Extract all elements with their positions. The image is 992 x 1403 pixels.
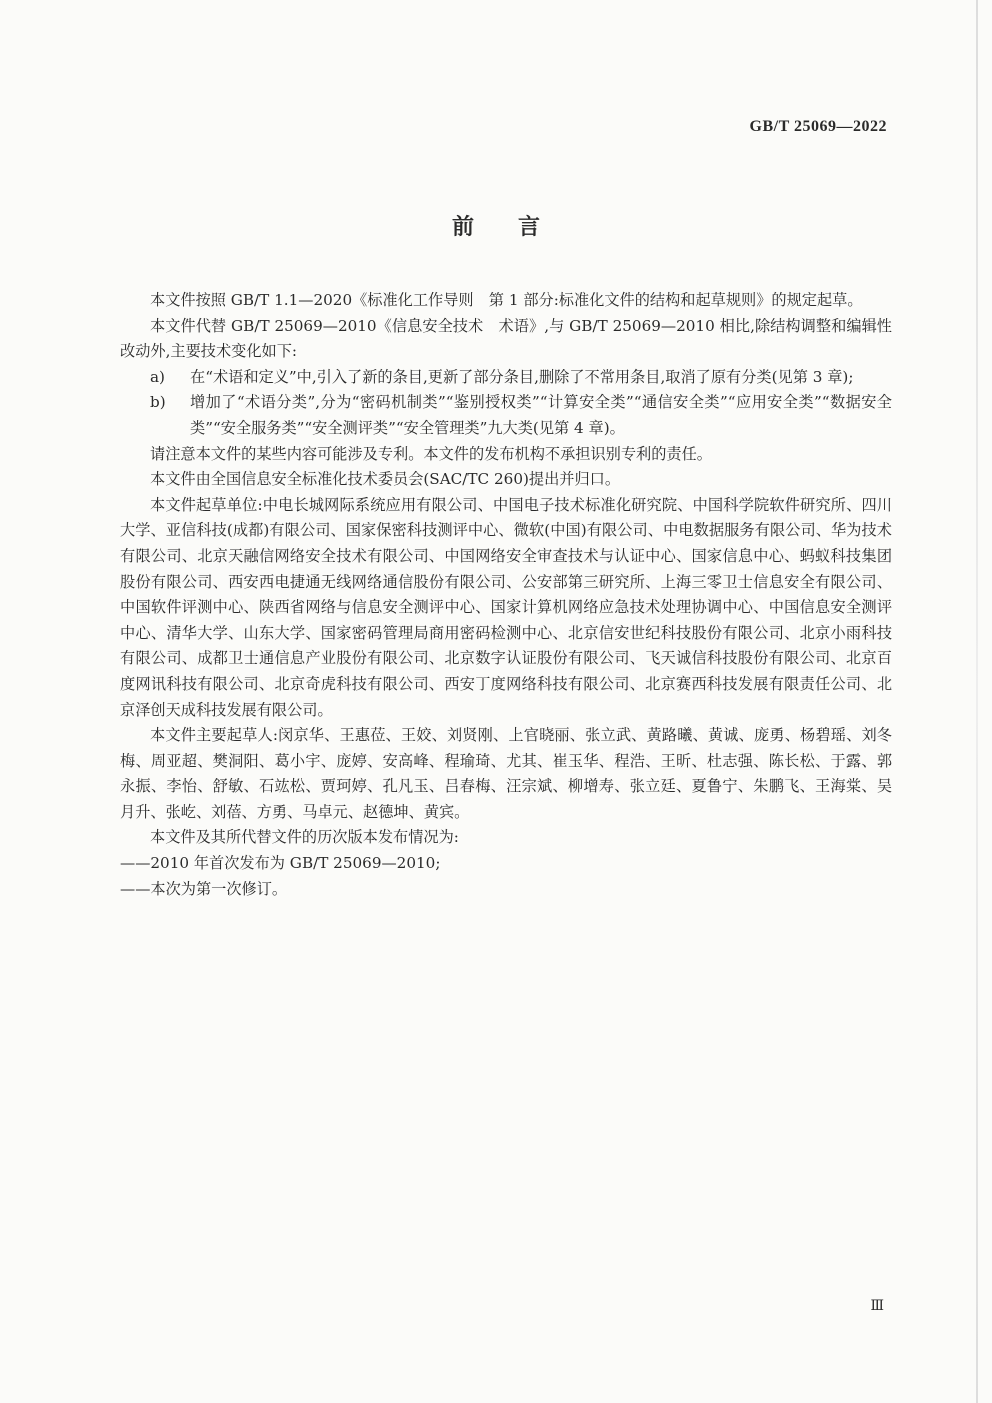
list-item-a (150, 365, 892, 391)
list-marker: b) (150, 393, 166, 412)
paragraph-patent-notice: 请注意本文件的某些内容可能涉及专利。本文件的发布机构不承担识别专利的责任。 (150, 444, 712, 463)
paragraph-replacement: 本文件代替 GB/T 25069—2010《信息安全技术 术语》,与 GB/T 25069—2010 相比,除结构调整和编辑性改动外,主要技术变化如下: (120, 316, 892, 361)
paragraph-drafting-units: 本文件起草单位:中电长城网际系统应用有限公司、中国电子技术标准化研究院、中国科学院软件研究所、四川大学、亚信科技(成都)有限公司、国家保密科技测评中心、微软(中国)有限公司、中电数据服务有限公司、华为技术有限公司、北京天融信网络安全技术有限公司、中国网络安全审查技术与认证中心、国家信息中心、蚂蚁科技集团股份有限公司、西安西电捷通无线网络通信股份有限公司、公安部第三研究所、上海三零卫士信息安全有限公司、中国软件评测中心、陕西省网络与信息安全测评中心、国家计算机网络应急技术处理协调中心、中国信息安全测评中心、清华大学、山东大学、国家密码管理局商用密码检测中心、北京信安世纪科技股份有限公司、北京小雨科技有限公司、成都卫士通信息产业股份有限公司、北京数字认证股份有限公司、飞天诚信科技股份有限公司、北京百度网讯科技有限公司、北京奇虎科技有限公司、西安丁度网络科技有限公司、北京赛西科技发展有限责任公司、北京泽创天成科技发展有限公司。 (120, 495, 892, 719)
foreword-body (120, 288, 892, 902)
paragraph-drafting-rules: 本文件按照 GB/T 1.1—2020《标准化工作导则 第 1 部分:标准化文件的结构和起草规则》的规定起草。 (150, 291, 863, 309)
list-item-text: 增加了“术语分类”,分为“密码机制类”“鉴别授权类”“计算安全类”“通信安全类”“应用安全类”“数据安全类”“安全服务类”“安全测评类”“安全管理类”九大类(见第 4 章)。 (190, 393, 892, 437)
section-title: 前言 (451, 215, 584, 240)
page-number: Ⅲ (870, 1298, 884, 1314)
version-history-item: ——本次为第一次修订。 (120, 879, 288, 898)
document-code: GB/T 25069—2022 (749, 118, 887, 135)
list-marker: a) (150, 367, 165, 386)
list-item-text: 在“术语和定义”中,引入了新的条目,更新了部分条目,删除了不常用条目,取消了原有分类(见第 3 章); (190, 367, 854, 386)
paragraph-drafters: 本文件主要起草人:闵京华、王惠莅、王姣、刘贤刚、上官晓丽、张立武、黄路曦、黄诚、庞勇、杨碧瑶、刘冬梅、周亚超、樊洞阳、葛小宇、庞婷、安高峰、程瑜琦、尤其、崔玉华、程浩、王昕、杜志强、陈长松、于露、郭永振、李怡、舒敏、石竑松、贾珂婷、孔凡玉、吕春梅、汪宗斌、柳增寿、张立廷、夏鲁宁、朱鹏飞、王海棠、吴月升、张屹、刘蓓、方勇、马卓元、赵德坤、黄宾。 (120, 726, 892, 821)
version-history-item: ——2010 年首次发布为 GB/T 25069—2010; (120, 854, 441, 873)
list-item-b (150, 390, 892, 441)
paragraph-proposer: 本文件由全国信息安全标准化技术委员会(SAC/TC 260)提出并归口。 (150, 470, 621, 489)
paragraph-version-history: 本文件及其所代替文件的历次版本发布情况为: (150, 828, 459, 847)
